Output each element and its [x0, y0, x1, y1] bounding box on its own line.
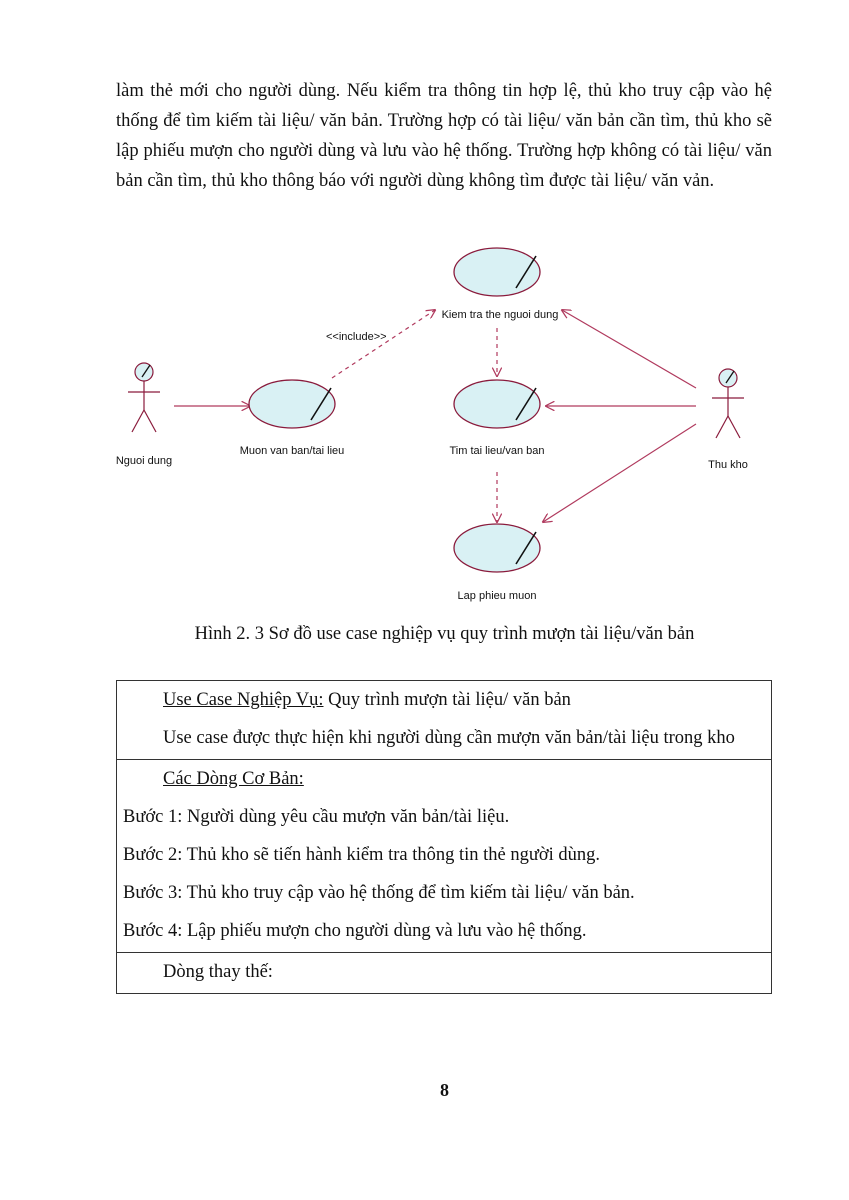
use-case-title-line [123, 687, 765, 713]
basic-flow-label: Các Dòng Cơ Bản: [163, 769, 304, 789]
use-case-table [116, 680, 772, 994]
basic-flow-step: Bước 2: Thủ kho sẽ tiến hành kiểm tra thông tin thẻ người dùng. [123, 845, 601, 865]
alternative-flow-section [117, 953, 771, 993]
figure-caption: Hình 2. 3 Sơ đồ use case nghiệp vụ quy trình mượn tài liệu/văn bản [194, 624, 695, 644]
usecase-lap-phieu-muon [454, 524, 540, 572]
usecase-label-lap: Lap phieu muon [457, 590, 537, 602]
actor-label-nguoi-dung: Nguoi dung [115, 455, 173, 467]
association-thukho-lap [543, 424, 696, 522]
basic-flow-step: Bước 3: Thủ kho truy cập vào hệ thống để tìm kiếm tài liệu/ văn bản. [123, 883, 635, 903]
basic-flow-step: Bước 1: Người dùng yêu cầu mượn văn bản/tài liệu. [123, 807, 510, 827]
actor-label-thu-kho: Thu kho [708, 459, 748, 471]
usecase-kiem-tra-the [454, 248, 540, 296]
use-case-title-label: Use Case Nghiệp Vụ: [163, 690, 324, 710]
use-case-diagram [100, 236, 780, 616]
usecase-label-muon: Muon van ban/tai lieu [239, 445, 345, 457]
actor-thu-kho [712, 369, 744, 438]
usecase-label-tim: Tim tai lieu/van ban [449, 445, 545, 457]
use-case-summary [117, 681, 771, 760]
actor-nguoi-dung [128, 363, 160, 432]
usecase-muon-van-ban [249, 380, 335, 428]
alternative-flow-label: Dòng thay thế: [163, 962, 273, 982]
use-case-description: Use case được thực hiện khi người dùng cần mượn văn bản/tài liệu trong kho [163, 728, 735, 748]
basic-flow-heading [123, 766, 765, 792]
association-thukho-kiemtra [562, 310, 696, 388]
basic-flow-section [117, 760, 771, 953]
basic-flow-step: Bước 4: Lập phiếu mượn cho người dùng và lưu vào hệ thống. [123, 921, 587, 941]
intro-paragraph: làm thẻ mới cho người dùng. Nếu kiểm tra thông tin hợp lệ, thủ kho truy cập vào hệ thống để tìm kiếm tài liệu/ văn bản. Trường hợp có tài liệu/ văn bản cần tìm, thủ kho sẽ lập phiếu mượn cho người dùng và lưu vào hệ thống. Trường hợp không có tài liệu/ văn bản cần tìm, thủ kho thông báo với người dùng không tìm được tài liệu/ văn vản. [116, 81, 772, 191]
usecase-tim-tai-lieu [454, 380, 540, 428]
page-number: 8 [440, 1080, 449, 1100]
usecase-label-kiem-tra: Kiem tra the nguoi dung [441, 309, 559, 321]
use-case-title-value: Quy trình mượn tài liệu/ văn bản [323, 690, 571, 710]
include-label: <<include>> [326, 331, 387, 343]
include-muon-kiemtra [332, 310, 435, 378]
relations [174, 310, 696, 522]
